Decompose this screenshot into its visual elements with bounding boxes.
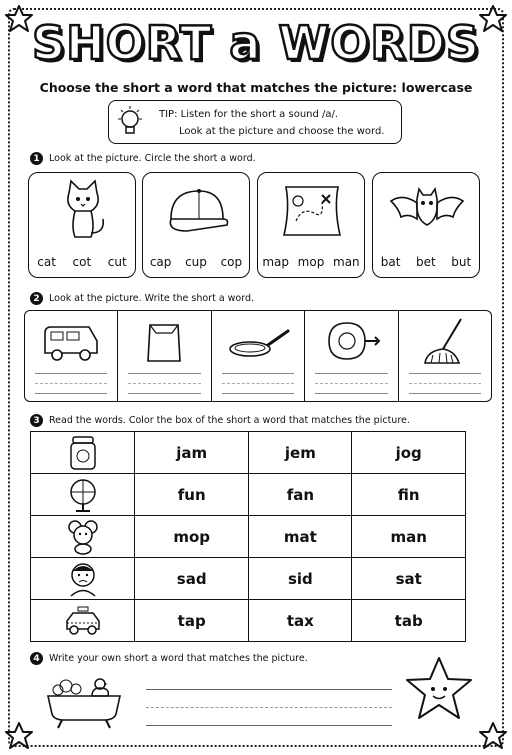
picture-card <box>28 172 136 278</box>
table-row <box>31 558 466 600</box>
jam-jar-icon <box>63 435 103 471</box>
word-cell[interactable]: sad <box>135 558 249 600</box>
bathtub-icon <box>44 670 124 732</box>
choice-word[interactable]: cut <box>107 255 127 269</box>
word-cell[interactable]: sid <box>249 558 352 600</box>
rat-icon <box>63 519 103 555</box>
word-choices <box>373 255 479 269</box>
star-icon <box>478 721 508 751</box>
choice-word[interactable]: bet <box>416 255 436 269</box>
taxi-icon <box>63 603 103 639</box>
word-cell[interactable]: fin <box>352 474 466 516</box>
van-icon <box>39 317 103 365</box>
word-cell[interactable]: jam <box>135 432 249 474</box>
word-choices <box>29 255 135 269</box>
section-2-heading <box>30 292 254 305</box>
choice-word[interactable]: cap <box>149 255 172 269</box>
write-cell <box>118 311 211 401</box>
cat-icon <box>43 179 123 241</box>
picture-cell <box>31 474 135 516</box>
fan-icon <box>63 477 103 513</box>
word-cell[interactable]: tab <box>352 600 466 642</box>
section-3-heading <box>30 414 410 427</box>
picture-card <box>142 172 250 278</box>
section-instruction: Look at the picture. Circle the short a word. <box>49 153 256 164</box>
word-cell[interactable]: tax <box>249 600 352 642</box>
writing-line[interactable] <box>146 689 392 690</box>
writing-line[interactable] <box>146 725 392 726</box>
page-title: SHORT a WORDS <box>31 16 481 70</box>
word-choices <box>143 255 249 269</box>
picture-cell <box>31 600 135 642</box>
word-cell[interactable]: sat <box>352 558 466 600</box>
tip-line-2: Look at the picture and choose the word. <box>179 126 385 137</box>
sad-boy-icon <box>63 561 103 597</box>
word-cell[interactable]: man <box>352 516 466 558</box>
choice-word[interactable]: cat <box>37 255 56 269</box>
section-instruction: Read the words. Color the box of the short a word that matches the picture. <box>49 415 410 426</box>
word-cell[interactable]: fun <box>135 474 249 516</box>
choice-word[interactable]: cup <box>185 255 207 269</box>
star-icon <box>4 721 34 751</box>
table-row <box>31 432 466 474</box>
write-cell <box>399 311 491 401</box>
picture-cell <box>31 516 135 558</box>
choice-word[interactable]: cot <box>72 255 92 269</box>
map-icon <box>272 179 352 241</box>
section-1-heading <box>30 152 256 165</box>
section-number: 2 <box>30 292 43 305</box>
cap-icon <box>157 179 237 241</box>
smiling-star-icon <box>404 655 474 721</box>
mop-icon <box>413 317 477 365</box>
picture-cell <box>31 432 135 474</box>
page-subtitle: Choose the short a word that matches the picture: lowercase <box>39 80 473 95</box>
tip-line-1: TIP: Listen for the short a sound /a/. <box>159 109 339 120</box>
word-cell[interactable]: mat <box>249 516 352 558</box>
word-choice-table <box>30 431 466 642</box>
choice-word[interactable]: but <box>451 255 472 269</box>
choice-word[interactable]: man <box>333 255 360 269</box>
choice-word[interactable]: mop <box>297 255 325 269</box>
picture-card <box>372 172 480 278</box>
write-cell <box>212 311 305 401</box>
word-cell[interactable]: jog <box>352 432 466 474</box>
word-cell[interactable]: fan <box>249 474 352 516</box>
word-cell[interactable]: mop <box>135 516 249 558</box>
bag-icon <box>132 317 196 365</box>
choice-word[interactable]: cop <box>220 255 243 269</box>
write-word-row <box>24 310 492 402</box>
picture-cell <box>31 558 135 600</box>
table-row <box>31 516 466 558</box>
picture-card <box>257 172 365 278</box>
section-number: 3 <box>30 414 43 427</box>
section-number: 1 <box>30 152 43 165</box>
section-instruction: Look at the picture. Write the short a word. <box>49 293 255 304</box>
table-row <box>31 474 466 516</box>
ham-icon <box>319 317 383 365</box>
word-choices <box>258 255 364 269</box>
writing-guide-line <box>146 707 392 708</box>
word-cell[interactable]: jem <box>249 432 352 474</box>
section-4-heading <box>30 652 308 665</box>
table-row <box>31 600 466 642</box>
choice-word[interactable]: bat <box>380 255 401 269</box>
tip-box <box>108 100 402 144</box>
choice-word[interactable]: map <box>262 255 289 269</box>
section-number: 4 <box>30 652 43 665</box>
write-cell <box>305 311 398 401</box>
word-cell[interactable]: tap <box>135 600 249 642</box>
bat-icon <box>387 179 467 241</box>
pan-icon <box>226 317 290 365</box>
lightbulb-icon <box>115 105 145 139</box>
section-instruction: Write your own short a word that matches the picture. <box>49 653 308 664</box>
write-cell <box>25 311 118 401</box>
